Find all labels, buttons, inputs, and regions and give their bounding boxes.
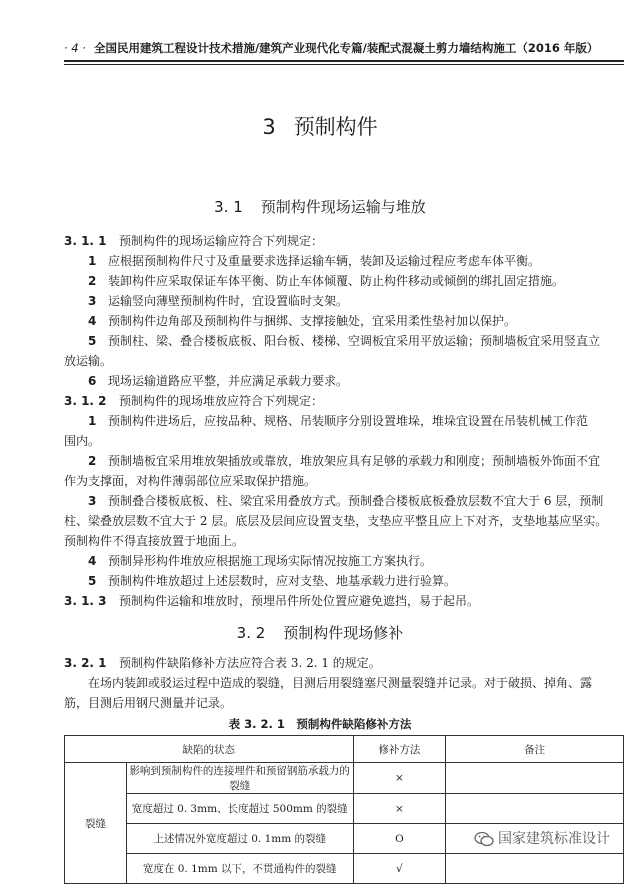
note-cell — [446, 794, 624, 824]
running-header — [64, 40, 624, 56]
list-item — [88, 571, 456, 591]
list-item — [88, 551, 432, 571]
wechat-icon — [474, 831, 494, 847]
clause-intro: 预制构件的现场运输应符合下列规定： — [119, 234, 324, 248]
item-text: 预制构件进场后，应按品种、规格、吊装顺序分别设置堆垛，堆垛宜设置在吊装机械工作范 — [108, 414, 589, 428]
header-rule-thin — [64, 64, 624, 65]
item-text: 预制叠合楼板底板、柱、梁宜采用叠放方式。预制叠合楼板底板叠放层数不宜大于 6 层，预制 — [108, 494, 604, 508]
clause-3-2-1 — [64, 653, 381, 673]
clause-text: 预制构件运输和堆放时，预埋吊件所处位置应避免遮挡，易于起吊。 — [119, 594, 480, 608]
header-rule-thick — [64, 60, 624, 62]
item-text: 应根据预制构件尺寸及重量要求选择运输车辆，装卸及运输过程应考虑车体平衡。 — [108, 254, 541, 268]
section-title-3-1 — [0, 196, 640, 217]
repair-method: O — [353, 824, 446, 854]
clause-id: 3. 1. 3 — [64, 594, 107, 608]
list-item — [88, 271, 564, 291]
item-number: 3 — [88, 494, 97, 508]
table-row — [65, 794, 624, 824]
item-number: 5 — [88, 334, 97, 348]
item-number: 4 — [88, 554, 97, 568]
clause-3-1-3 — [64, 591, 479, 611]
list-item — [88, 371, 348, 391]
section-number: 3. 2 — [236, 624, 266, 642]
repair-method: × — [353, 794, 446, 824]
item-text: 运输竖向薄壁预制构件时，宜设置临时支架。 — [108, 294, 349, 308]
watermark-text: 国家建筑标准设计 — [498, 831, 610, 847]
item-number: 2 — [88, 454, 97, 468]
list-item — [88, 291, 348, 311]
column-header-method: 修补方法 — [353, 736, 446, 763]
item-number: 1 — [88, 414, 97, 428]
paragraph-line: 筋，目测后用钢尺测量并记录。 — [64, 696, 233, 710]
table-row — [65, 763, 624, 794]
list-item — [88, 251, 540, 271]
clause-id: 3. 1. 1 — [64, 234, 107, 248]
section-number: 3. 1 — [214, 198, 243, 216]
table-title: 表 3. 2. 1 预制构件缺陷修补方法 — [228, 717, 412, 731]
item-number: 3 — [88, 294, 97, 308]
repair-method: √ — [353, 854, 446, 884]
clause-text: 预制构件缺陷修补方法应符合表 3. 2. 1 的规定。 — [119, 656, 381, 670]
column-header-state: 缺陷的状态 — [65, 736, 354, 763]
list-item-continuation: 作为支撑面，对构件薄弱部位应采取保护措施。 — [64, 474, 317, 488]
table-header-row — [65, 736, 624, 763]
group-label-crack: 裂缝 — [65, 763, 127, 884]
repair-method: × — [353, 763, 446, 794]
chapter-number: 3 — [262, 115, 276, 139]
chapter-title — [0, 111, 640, 141]
column-header-note: 备注 — [446, 736, 624, 763]
item-number: 6 — [88, 374, 97, 388]
list-item-continuation: 放运输。 — [64, 354, 113, 368]
item-text: 预制墙板宜采用堆放架插放或靠放，堆放架应具有足够的承载力和刚度；预制墙板外饰面不宜 — [108, 454, 601, 468]
item-text: 装卸构件应采取保证车体平衡、防止车体倾覆、防止构件移动或倾倒的绑扎固定措施。 — [108, 274, 565, 288]
item-text: 预制构件堆放超过上述层数时，应对支垫、地基承载力进行验算。 — [108, 574, 457, 588]
watermark — [474, 828, 610, 848]
item-number: 1 — [88, 254, 97, 268]
item-text: 预制柱、梁、叠合楼板底板、阳台板、楼梯、空调板宜采用平放运输；预制墙板宜采用竖直立 — [108, 334, 601, 348]
list-item — [88, 451, 600, 471]
clause-3-1-2 — [64, 391, 323, 411]
note-cell — [446, 763, 624, 794]
item-text: 预制构件边角部及预制构件与捆绑、支撑接触处，宜采用柔性垫衬加以保护。 — [108, 314, 517, 328]
list-item-continuation: 柱、梁叠放层数不宜大于 2 层。底层及层间应设置支垫，支垫应平整且应上下对齐，支垫地基应坚实。 — [64, 514, 608, 528]
clause-intro: 预制构件的现场堆放应符合下列规定： — [119, 394, 324, 408]
defect-repair-table — [64, 735, 624, 884]
section-name: 预制构件现场修补 — [283, 624, 404, 642]
item-number: 5 — [88, 574, 97, 588]
page-number: · 4 · — [64, 41, 86, 55]
list-item-continuation: 预制构件不得直接放置于地面上。 — [64, 534, 245, 548]
section-title-3-2 — [0, 622, 640, 643]
defect-description: 上述情况外宽度超过 0. 1mm 的裂缝 — [126, 824, 353, 854]
list-item — [88, 311, 516, 331]
header-text: 全国民用建筑工程设计技术措施/建筑产业现代化专篇/装配式混凝土剪力墙结构施工（2016 年版） — [93, 41, 599, 55]
item-text: 现场运输道路应平整，并应满足承载力要求。 — [108, 374, 349, 388]
list-item — [88, 491, 603, 511]
defect-description: 影响到预制构件的连接埋件和预留钢筋承载力的裂缝 — [126, 763, 353, 794]
item-number: 2 — [88, 274, 97, 288]
list-item-continuation: 围内。 — [64, 434, 101, 448]
section-name: 预制构件现场运输与堆放 — [260, 198, 426, 216]
chapter-name: 预制构件 — [293, 115, 378, 139]
defect-description: 宽度在 0. 1mm 以下，不贯通构件的裂缝 — [126, 854, 353, 884]
clause-id: 3. 1. 2 — [64, 394, 107, 408]
clause-3-1-1 — [64, 231, 323, 251]
item-number: 4 — [88, 314, 97, 328]
list-item — [88, 411, 588, 431]
item-text: 预制异形构件堆放应根据施工现场实际情况按施工方案执行。 — [108, 554, 433, 568]
defect-description: 宽度超过 0. 3mm、长度超过 500mm 的裂缝 — [126, 794, 353, 824]
clause-id: 3. 2. 1 — [64, 656, 107, 670]
list-item — [88, 331, 600, 351]
paragraph-line: 在场内装卸或驳运过程中造成的裂缝，目测后用裂缝塞尺测量裂缝并记录。对于破损、掉角、露 — [88, 676, 593, 690]
